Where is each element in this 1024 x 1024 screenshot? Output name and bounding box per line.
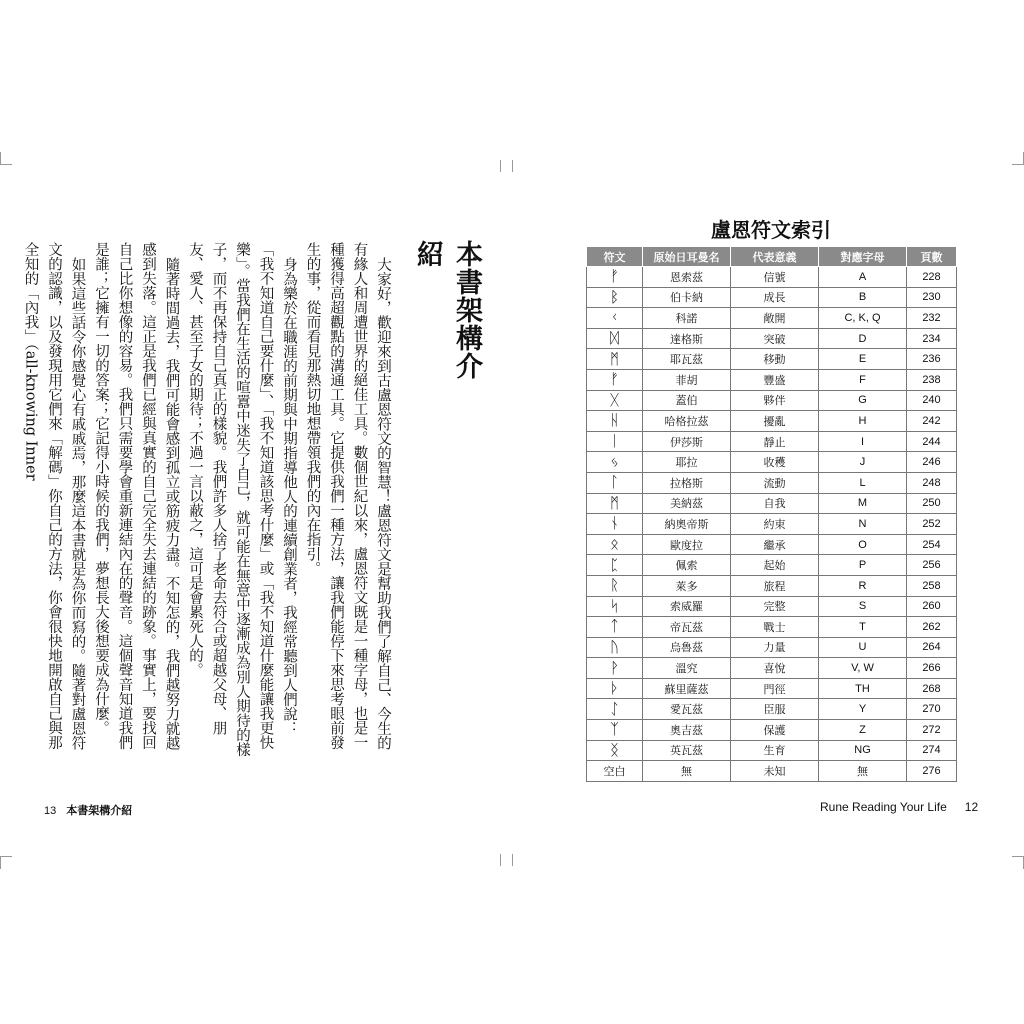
rune-letter: B bbox=[819, 287, 907, 308]
rune-glyph: ᛚ bbox=[587, 472, 643, 493]
rune-page: 272 bbox=[907, 720, 957, 741]
rune-letter: M bbox=[819, 493, 907, 514]
rune-letter: O bbox=[819, 534, 907, 555]
header-page: 頁數 bbox=[907, 247, 957, 267]
table-row bbox=[587, 678, 957, 699]
table-row bbox=[587, 637, 957, 658]
rune-glyph: ᛒ bbox=[587, 287, 643, 308]
paragraph: 如果這些話令你感覺心有戚戚焉，那麼這本書就是為你而寫的。隨著對盧恩符文的認識，以及發現用它們來「解碼」你自己的方法，你會很快地開啟自己與那全知的「內我」（all-knowing Inner bbox=[22, 242, 86, 750]
rune-meaning: 未知 bbox=[731, 761, 819, 782]
rune-index-table bbox=[586, 246, 957, 782]
running-head: Rune Reading Your Life bbox=[820, 800, 947, 814]
rune-glyph: ᚠ bbox=[587, 267, 643, 288]
crop-mark bbox=[512, 160, 513, 172]
rune-letter: U bbox=[819, 637, 907, 658]
rune-letter: Y bbox=[819, 699, 907, 720]
rune-page: 240 bbox=[907, 390, 957, 411]
rune-name: 溫究 bbox=[643, 658, 731, 679]
table-row bbox=[587, 390, 957, 411]
rune-name: 伯卡納 bbox=[643, 287, 731, 308]
rune-name: 耶拉 bbox=[643, 452, 731, 473]
rune-page: 264 bbox=[907, 637, 957, 658]
rune-name: 烏魯茲 bbox=[643, 637, 731, 658]
rune-letter: R bbox=[819, 575, 907, 596]
table-row bbox=[587, 411, 957, 432]
rune-letter: N bbox=[819, 514, 907, 535]
rune-meaning: 移動 bbox=[731, 349, 819, 370]
rune-name: 納奧帝斯 bbox=[643, 514, 731, 535]
rune-letter: Z bbox=[819, 720, 907, 741]
rune-name: 科諾 bbox=[643, 308, 731, 329]
rune-name: 恩索茲 bbox=[643, 267, 731, 288]
rune-meaning: 信號 bbox=[731, 267, 819, 288]
rune-glyph: ᚾ bbox=[587, 514, 643, 535]
rune-page: 228 bbox=[907, 267, 957, 288]
paragraph: 隨著時間過去，我們可能會感到孤立或筋疲力盡。不知怎的，我們越努力就越感到失落。這正是我們已經與真實的自己完全失去連結的跡象。事實上，要找回自己比你想像的容易。我們只需要學會重新連結內在的聲音。這個聲音知道我們是誰；它擁有一切的答案；它記得小時候的我們，夢想長大後想要成為什麼。 bbox=[93, 242, 180, 750]
rune-glyph: ᛁ bbox=[587, 431, 643, 452]
rune-meaning: 生育 bbox=[731, 740, 819, 761]
rune-meaning: 收穫 bbox=[731, 452, 819, 473]
rune-page: 230 bbox=[907, 287, 957, 308]
table-row bbox=[587, 740, 957, 761]
rune-meaning: 戰士 bbox=[731, 617, 819, 638]
rune-meaning: 擾亂 bbox=[731, 411, 819, 432]
rune-glyph: ᚠ bbox=[587, 369, 643, 390]
rune-page: 274 bbox=[907, 740, 957, 761]
rune-meaning: 豐盛 bbox=[731, 369, 819, 390]
rune-letter: J bbox=[819, 452, 907, 473]
table-row bbox=[587, 596, 957, 617]
rune-name: 耶瓦茲 bbox=[643, 349, 731, 370]
rune-letter: T bbox=[819, 617, 907, 638]
rune-letter: C, K, Q bbox=[819, 308, 907, 329]
rune-letter: TH bbox=[819, 678, 907, 699]
rune-meaning: 保護 bbox=[731, 720, 819, 741]
rune-letter: V, W bbox=[819, 658, 907, 679]
table-row bbox=[587, 699, 957, 720]
table-row bbox=[587, 267, 957, 288]
table-row bbox=[587, 761, 957, 782]
paragraph: 身為樂於在職涯的前期與中期指導他人的連續創業者，我經常聽到人們說：「我不知道自己要什麼」、「我不知道該思考什麼」或「我不知道什麼能讓我更快樂」。當我們在生活的喧囂中迷失了自己，就可能在無意中逐漸成為別人期待的樣子，而不再保持自己真正的樣貌。我們許多人捨了老命去符合或超越父母、朋友、愛人、甚至子女的期待；不過一言以蔽之，這可是會累死人的。 bbox=[187, 242, 297, 757]
rune-glyph: ᚹ bbox=[587, 658, 643, 679]
table-row bbox=[587, 472, 957, 493]
table-row bbox=[587, 349, 957, 370]
rune-letter: H bbox=[819, 411, 907, 432]
table-row bbox=[587, 308, 957, 329]
rune-meaning: 約束 bbox=[731, 514, 819, 535]
crop-mark bbox=[1012, 164, 1024, 165]
table-row bbox=[587, 575, 957, 596]
rune-page: 252 bbox=[907, 514, 957, 535]
rune-name: 萊多 bbox=[643, 575, 731, 596]
rune-page: 242 bbox=[907, 411, 957, 432]
table-row bbox=[587, 328, 957, 349]
table-row bbox=[587, 555, 957, 576]
table-row bbox=[587, 720, 957, 741]
rune-glyph: ᛟ bbox=[587, 534, 643, 555]
rune-letter: I bbox=[819, 431, 907, 452]
rune-name: 美納茲 bbox=[643, 493, 731, 514]
rune-letter: P bbox=[819, 555, 907, 576]
rune-name: 菲胡 bbox=[643, 369, 731, 390]
rune-glyph: ᚢ bbox=[587, 637, 643, 658]
table-header-row bbox=[587, 247, 957, 267]
rune-letter: G bbox=[819, 390, 907, 411]
rune-page: 232 bbox=[907, 308, 957, 329]
rune-page: 260 bbox=[907, 596, 957, 617]
rune-meaning: 靜止 bbox=[731, 431, 819, 452]
rune-letter: NG bbox=[819, 740, 907, 761]
rune-page: 244 bbox=[907, 431, 957, 452]
rune-letter: D bbox=[819, 328, 907, 349]
header-meaning: 代表意義 bbox=[731, 247, 819, 267]
rune-glyph: 空白 bbox=[587, 761, 643, 782]
page-title: 本書架構介紹 bbox=[412, 240, 482, 380]
rune-meaning: 力量 bbox=[731, 637, 819, 658]
rune-meaning: 自我 bbox=[731, 493, 819, 514]
rune-meaning: 喜悅 bbox=[731, 658, 819, 679]
rune-letter: 無 bbox=[819, 761, 907, 782]
rune-page: 236 bbox=[907, 349, 957, 370]
rune-letter: L bbox=[819, 472, 907, 493]
rune-meaning: 起始 bbox=[731, 555, 819, 576]
header-rune: 符文 bbox=[587, 247, 643, 267]
rune-name: 無 bbox=[643, 761, 731, 782]
table-row bbox=[587, 369, 957, 390]
rune-name: 英瓦茲 bbox=[643, 740, 731, 761]
table-row bbox=[587, 287, 957, 308]
rune-page: 276 bbox=[907, 761, 957, 782]
rune-glyph: ᛗ bbox=[587, 493, 643, 514]
table-row bbox=[587, 534, 957, 555]
rune-meaning: 流動 bbox=[731, 472, 819, 493]
crop-mark bbox=[512, 854, 513, 866]
rune-glyph: ᛈ bbox=[587, 555, 643, 576]
rune-name: 拉格斯 bbox=[643, 472, 731, 493]
rune-page: 250 bbox=[907, 493, 957, 514]
rune-page: 254 bbox=[907, 534, 957, 555]
rune-meaning: 臣服 bbox=[731, 699, 819, 720]
rune-glyph: ᚲ bbox=[587, 308, 643, 329]
rune-name: 哈格拉茲 bbox=[643, 411, 731, 432]
rune-glyph: ᛃ bbox=[587, 452, 643, 473]
paragraph: 大家好，歡迎來到古盧恩符文的智慧！盧恩符文是幫助我們了解自己、今生的有緣人和周遭世界的絕佳工具。數個世紀以來，盧恩符文既是一種字母，也是一種獲得高超觀點的溝通工具。它提供我們一種方法，讓我們能停下來思考眼前發生的事，從而看見那熱切地想帶領我們的內在指引。 bbox=[304, 242, 391, 750]
page-number: 13 bbox=[44, 805, 57, 817]
rune-meaning: 門徑 bbox=[731, 678, 819, 699]
table-row bbox=[587, 431, 957, 452]
rune-glyph: ᚷ bbox=[587, 390, 643, 411]
rune-page: 256 bbox=[907, 555, 957, 576]
table-row bbox=[587, 658, 957, 679]
rune-meaning: 完整 bbox=[731, 596, 819, 617]
rune-glyph: ᛇ bbox=[587, 699, 643, 720]
rune-page: 258 bbox=[907, 575, 957, 596]
rune-glyph: ᚦ bbox=[587, 678, 643, 699]
table-row bbox=[587, 452, 957, 473]
rune-meaning: 突破 bbox=[731, 328, 819, 349]
table-row bbox=[587, 514, 957, 535]
header-letter: 對應字母 bbox=[819, 247, 907, 267]
table-row bbox=[587, 493, 957, 514]
rune-page: 266 bbox=[907, 658, 957, 679]
rune-name: 佩索 bbox=[643, 555, 731, 576]
rune-letter: E bbox=[819, 349, 907, 370]
rune-page: 234 bbox=[907, 328, 957, 349]
rune-glyph: ᛞ bbox=[587, 328, 643, 349]
folio-right bbox=[820, 800, 978, 814]
rune-meaning: 旅程 bbox=[731, 575, 819, 596]
header-name: 原始日耳曼名 bbox=[643, 247, 731, 267]
rune-name: 伊莎斯 bbox=[643, 431, 731, 452]
rune-page: 270 bbox=[907, 699, 957, 720]
rune-page: 262 bbox=[907, 617, 957, 638]
rune-page: 248 bbox=[907, 472, 957, 493]
body-text bbox=[22, 242, 394, 762]
rune-meaning: 夥伴 bbox=[731, 390, 819, 411]
rune-name: 索威羅 bbox=[643, 596, 731, 617]
rune-meaning: 敞開 bbox=[731, 308, 819, 329]
rune-glyph: ᛉ bbox=[587, 720, 643, 741]
rune-letter: F bbox=[819, 369, 907, 390]
rune-name: 愛瓦茲 bbox=[643, 699, 731, 720]
rune-page: 268 bbox=[907, 678, 957, 699]
rune-glyph: ᚱ bbox=[587, 575, 643, 596]
table-row bbox=[587, 617, 957, 638]
folio-left bbox=[44, 802, 132, 818]
running-head: 本書架構介紹 bbox=[66, 804, 133, 817]
rune-page: 246 bbox=[907, 452, 957, 473]
rune-letter: A bbox=[819, 267, 907, 288]
rune-glyph: ᛏ bbox=[587, 617, 643, 638]
rune-letter: S bbox=[819, 596, 907, 617]
rune-name: 蘇里薩茲 bbox=[643, 678, 731, 699]
rune-glyph: ᛗ bbox=[587, 349, 643, 370]
rune-name: 達格斯 bbox=[643, 328, 731, 349]
rune-meaning: 繼承 bbox=[731, 534, 819, 555]
rune-name: 歐度拉 bbox=[643, 534, 731, 555]
rune-page: 238 bbox=[907, 369, 957, 390]
rune-meaning: 成長 bbox=[731, 287, 819, 308]
rune-name: 帝瓦茲 bbox=[643, 617, 731, 638]
table-body bbox=[587, 267, 957, 782]
rune-glyph: ᛋ bbox=[587, 596, 643, 617]
rune-name: 蓋伯 bbox=[643, 390, 731, 411]
table-title: 盧恩符文索引 bbox=[711, 218, 831, 242]
rune-glyph: ᛝ bbox=[587, 740, 643, 761]
page-number: 12 bbox=[964, 800, 979, 814]
rune-name: 奧吉茲 bbox=[643, 720, 731, 741]
rune-glyph: ᚺ bbox=[587, 411, 643, 432]
